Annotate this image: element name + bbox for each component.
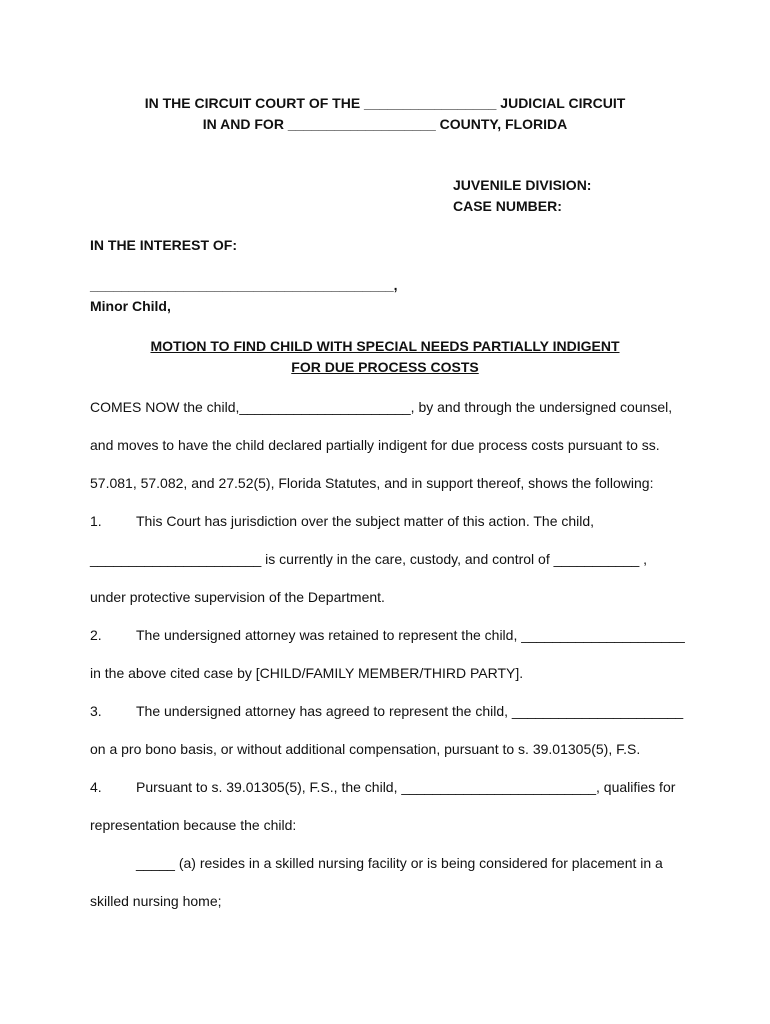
- minor-child-label: Minor Child,: [90, 298, 171, 314]
- item-4-continuation: representation because the child:: [90, 817, 297, 833]
- sub-item-a-line-2: skilled nursing home;: [90, 893, 222, 909]
- motion-title-line-2: FOR DUE PROCESS COSTS: [291, 359, 479, 375]
- item-number: 4.: [90, 779, 102, 795]
- item-number: 1.: [90, 513, 102, 529]
- intro-line-2: and moves to have the child declared partially indigent for due process costs pursuant to ss.: [90, 437, 660, 453]
- child-name-blank: _______________________________________,: [90, 277, 398, 293]
- item-1-continuation: ______________________ is currently in the care, custody, and control of ___________ ,: [90, 551, 648, 567]
- motion-title-line-1: MOTION TO FIND CHILD WITH SPECIAL NEEDS PARTIALLY INDIGENT: [150, 338, 620, 354]
- item-2-first-line: The undersigned attorney was retained to represent the child, _____________________: [136, 627, 685, 643]
- sub-item-a-line-1: _____ (a) resides in a skilled nursing facility or is being considered for placement in a: [136, 855, 663, 871]
- intro-line-1: COMES NOW the child,______________________, by and through the undersigned counsel,: [90, 399, 673, 415]
- item-number: 2.: [90, 627, 102, 643]
- item-3-first-line: The undersigned attorney has agreed to represent the child, ______________________: [136, 703, 684, 719]
- case-number-label: CASE NUMBER:: [453, 198, 562, 214]
- court-heading-line-1: IN THE CIRCUIT COURT OF THE _________________ JUDICIAL CIRCUIT: [144, 95, 626, 111]
- item-1-first-line: This Court has jurisdiction over the subject matter of this action. The child,: [136, 513, 595, 529]
- item-3-continuation: on a pro bono basis, or without additional compensation, pursuant to s. 39.01305(5), F.S.: [90, 741, 641, 757]
- juvenile-division-label: JUVENILE DIVISION:: [453, 177, 592, 193]
- item-4-first-line: Pursuant to s. 39.01305(5), F.S., the child, _________________________, qualifies for: [136, 779, 676, 795]
- court-heading-line-2: IN AND FOR ___________________ COUNTY, FLORIDA: [202, 116, 568, 132]
- in-the-interest-of-label: IN THE INTEREST OF:: [90, 237, 237, 253]
- item-2-continuation: in the above cited case by [CHILD/FAMILY MEMBER/THIRD PARTY].: [90, 665, 524, 681]
- intro-line-3: 57.081, 57.082, and 27.52(5), Florida Statutes, and in support thereof, shows the following:: [90, 475, 654, 491]
- item-number: 3.: [90, 703, 102, 719]
- item-1-continuation: under protective supervision of the Department.: [90, 589, 385, 605]
